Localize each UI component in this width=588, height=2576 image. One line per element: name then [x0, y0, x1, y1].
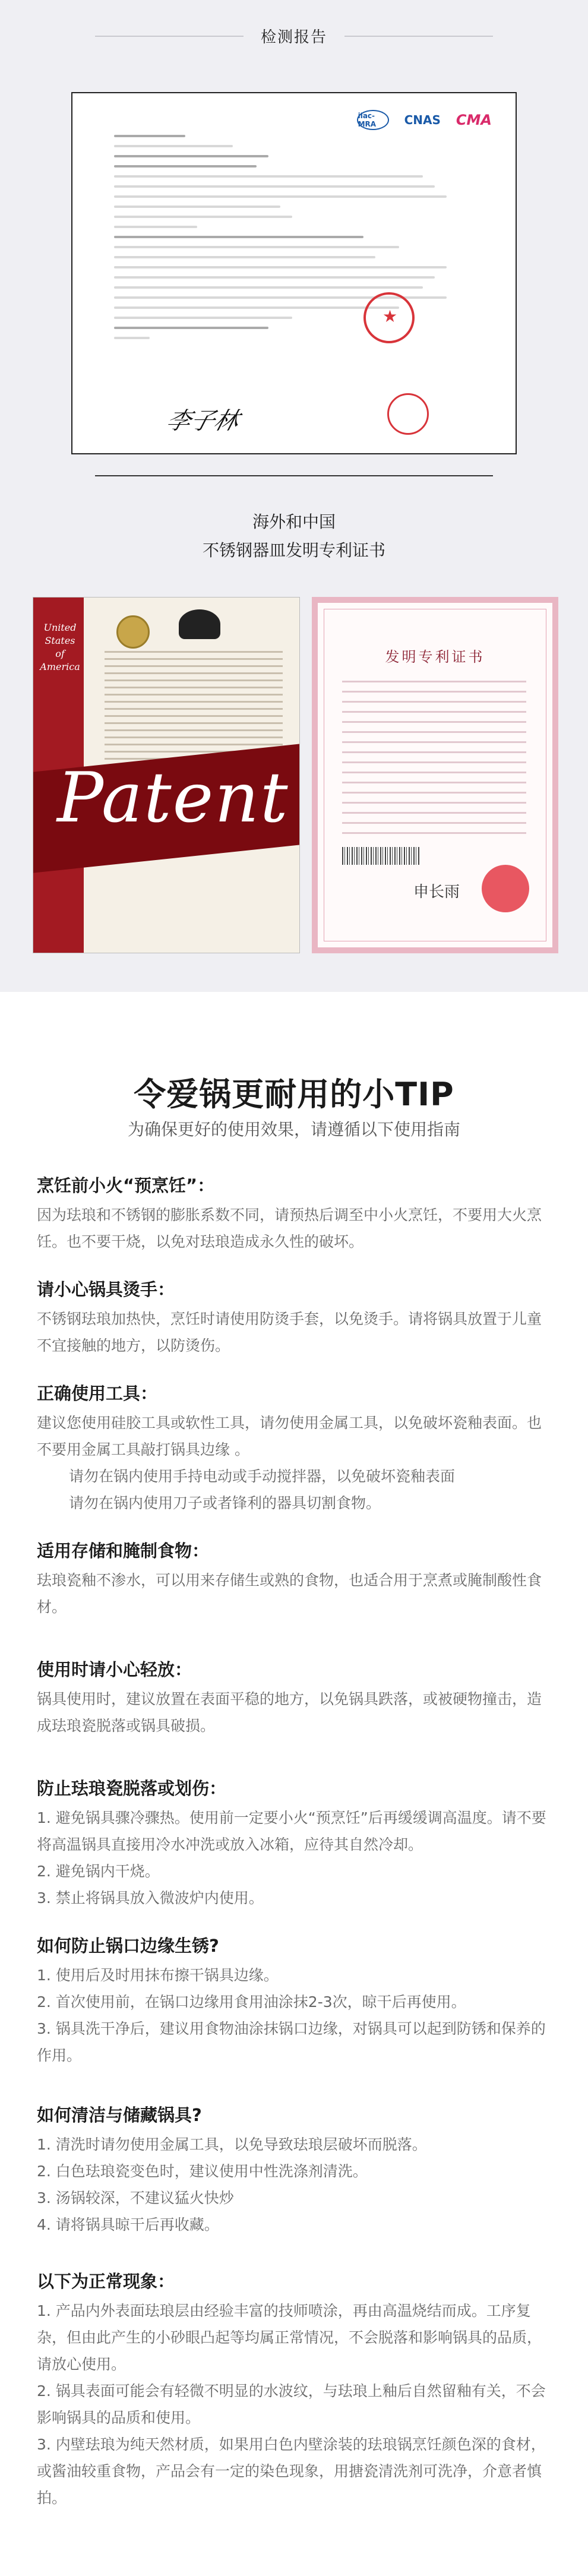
signature: 李子林 — [163, 407, 242, 435]
eagle-emblem-icon — [179, 609, 220, 639]
tip-text: 1. 避免锅具骤冷骤热。使用前一定要小火“预烹饪”后再缓缓调高温度。请不要将高温锅具直接用冷水冲洗或放入冰箱，应待其自然冷却。 — [37, 1809, 546, 1853]
report-stamp — [363, 292, 415, 343]
tip-section-normal — [37, 2269, 554, 2511]
cn-patent-frame — [324, 609, 546, 941]
tips-title: 令爱锅更耐用的小TIP — [134, 1076, 454, 1113]
tip-text-indent: 请勿在锅内使用手持电动或手动搅拌器，以免破坏瓷釉表面 — [69, 1468, 456, 1485]
patent-heading-line1: 海外和中国 — [252, 512, 336, 532]
tip-heading: 请小心锅具烫手： — [37, 1279, 175, 1300]
tip-heading: 适用存储和腌制食物： — [37, 1541, 210, 1561]
tip-heading: 以下为正常现象： — [37, 2271, 175, 2291]
cnas-logo: CNAS — [404, 113, 441, 127]
tip-section-preheat — [37, 1173, 554, 1255]
patent-script-word: Patent — [57, 758, 289, 838]
national-emblem-seal — [482, 865, 529, 912]
tip-heading: 防止珐琅瓷脱落或划伤： — [37, 1778, 227, 1799]
tip-text: 3. 禁止将锅具放入微波炉内使用。 — [37, 1889, 264, 1907]
cma-logo: CMA — [456, 112, 492, 128]
certificates-section — [0, 0, 588, 992]
ilac-logo: ilac-MRA — [357, 110, 389, 130]
tip-text: 1. 使用后及时用抹布擦干锅具边缘。 — [37, 1967, 279, 1984]
tip-heading: 如何清洁与储藏锅具? — [37, 2105, 202, 2125]
tip-text: 2. 避免锅内干烧。 — [37, 1863, 160, 1880]
us-patent-side-text: United States of America — [40, 622, 80, 672]
barcode-icon — [342, 847, 419, 865]
tip-section-enamel — [37, 1776, 554, 1911]
tip-text: 4. 请将锅具晾干后再收藏。 — [37, 2216, 219, 2233]
cn-patent-image — [312, 597, 558, 953]
cn-patent-title: 发明专利证书 — [385, 649, 485, 665]
tip-heading: 正确使用工具： — [37, 1383, 158, 1404]
tips-subtitle: 为确保更好的使用效果，请遵循以下使用指南 — [127, 1120, 460, 1139]
tip-text: 3. 汤锅较深，不建议猛火快炒 — [37, 2189, 234, 2207]
test-report-image — [71, 92, 517, 454]
patent-heading-line2: 不锈钢器皿发明专利证书 — [202, 541, 385, 560]
report-stamp-2 — [387, 393, 429, 435]
report-heading: 检测报告 — [260, 29, 327, 46]
tip-text: 不锈钢珐琅加热快，烹饪时请使用防烫手套，以免烫手。请将锅具放置于儿童不宜接触的地方，以防烫伤。 — [37, 1310, 542, 1354]
tip-text: 2. 锅具表面可能会有轻微不明显的水波纹，与珐琅上釉后自然留釉有关，不会影响锅具的品质和使用。 — [37, 2382, 546, 2426]
tip-text-indent: 请勿在锅内使用刀子或者锋利的器具切割食物。 — [69, 1494, 381, 1512]
tip-text: 3. 内壁珐琅为纯天然材质，如果用白色内壁涂装的珐琅锅烹饪颜色深的食材，或酱油较重食物，产品会有一定的染色现象，用搪瓷清洗剂可洗净，介意者慎拍。 — [37, 2436, 546, 2507]
tip-section-rust — [37, 1933, 554, 2069]
tip-text: 建议您使用硅胶工具或软性工具，请勿使用金属工具，以免破坏瓷釉表面。也不要用金属工具敲打锅具边缘 。 — [37, 1414, 542, 1458]
tip-text: 1. 清洗时请勿使用金属工具，以免导致珐琅层破坏而脱落。 — [37, 2136, 427, 2153]
tip-text: 2. 首次使用前，在锅口边缘用食用油涂抹2-3次，晾干后再使用。 — [37, 1993, 466, 2011]
tip-section-handling — [37, 1657, 554, 1739]
gold-seal-icon — [116, 615, 150, 649]
tip-section-tools — [37, 1381, 554, 1516]
cn-signature: 申长雨 — [413, 883, 460, 901]
tip-section-storage — [37, 1538, 554, 1620]
tip-text: 2. 白色珐琅瓷变色时，建议使用中性洗涤剂清洗。 — [37, 2163, 368, 2180]
tip-heading: 使用时请小心轻放： — [37, 1660, 192, 1680]
tip-text: 因为珐琅和不锈钢的膨胀系数不同，请预热后调至中小火烹饪，不要用大火烹饪。也不要干烧，以免对珐琅造成永久性的破坏。 — [37, 1206, 542, 1250]
tip-text: 1. 产品内外表面珐琅层由经验丰富的技师喷涂，再由高温烧结而成。工序复杂，但由此产生的小砂眼凸起等均属正常情况，不会脱落和影响锅具的品质，请放心使用。 — [37, 2302, 542, 2373]
tip-heading: 如何防止锅口边缘生锈? — [37, 1936, 219, 1956]
report-heading-row — [0, 18, 588, 53]
tip-heading: 烹饪前小火“预烹饪”： — [37, 1175, 215, 1196]
patent-certificates — [33, 597, 558, 953]
us-patent-image — [33, 597, 300, 953]
tip-text: 锅具使用时，建议放置在表面平稳的地方，以免锅具跌落，或被硬物撞击，造成珐琅瓷脱落或锅具破损。 — [37, 1690, 542, 1734]
divider — [95, 475, 493, 476]
tip-section-hot — [37, 1277, 554, 1359]
cn-patent-text — [342, 681, 526, 842]
report-text-lines — [114, 135, 470, 347]
accreditation-logos — [357, 110, 492, 130]
heading-divider-right — [344, 36, 493, 37]
tip-text: 珐琅瓷釉不渗水，可以用来存储生或熟的食物，也适合用于烹煮或腌制酸性食材。 — [37, 1572, 542, 1616]
tip-text: 3. 锅具洗干净后，建议用食物油涂抹锅口边缘，对锅具可以起到防锈和保养的作用。 — [37, 2020, 546, 2064]
tip-section-clean — [37, 2103, 554, 2238]
